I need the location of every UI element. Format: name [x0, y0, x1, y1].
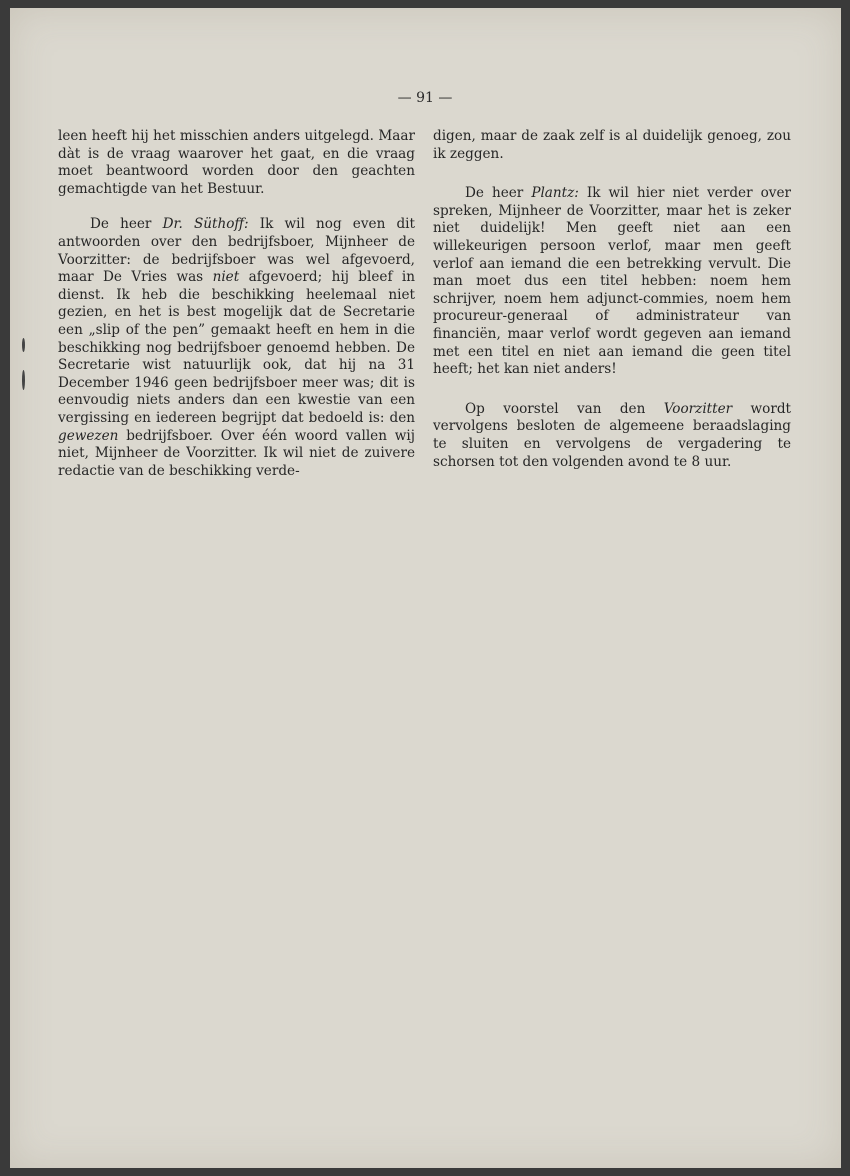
right-paragraph-1: digen, maar de zaak zelf is al duidelijk genoeg, zou ik zeggen. [433, 128, 791, 162]
speech-text: afgevoerd; hij bleef in dienst. Ik heb die beschikking heelemaal niet gezien, en het is best mogelijk dat de Secretarie een „slip of the pen” gemaakt heeft en hem in die beschikking nog bedrijfsboer genoemd hebben. De Secretarie wist natuurlijk ook, dat hij na 31 December 1946 geen bedrijfsboer meer was; dit is eenvoudig niets anders dan een kwestie van een vergissing en iedereen begrijpt dat bedoeld is: den [58, 269, 415, 426]
left-paragraph-2 [58, 216, 415, 480]
speaker-intro: Op voorstel van den [465, 400, 664, 417]
left-paragraph-1: leen heeft hij het misschien anders uitgelegd. Maar dàt is de vraag waarover het gaat, en die vraag moet beantwoord worden door den geachten gemachtigde van het Bestuur. [58, 128, 415, 197]
left-column [58, 128, 415, 480]
emphasis-text: niet [212, 269, 240, 286]
binding-hole-mark [22, 338, 25, 352]
right-paragraph-3 [433, 401, 791, 471]
speaker-name: Dr. Süthoff: [162, 216, 249, 233]
speaker-name: Voorzitter [663, 400, 733, 417]
right-column [433, 128, 791, 471]
page-number: — 91 — [397, 90, 453, 106]
right-paragraph-2 [433, 185, 791, 379]
binding-hole-mark [22, 370, 25, 390]
emphasis-text: gewezen [58, 427, 119, 444]
speech-text: bedrijfsboer. Over één woord vallen wij niet, Mijnheer de Voorzitter. Ik wil niet de zuivere redactie van de beschikking verde- [58, 427, 415, 479]
speech-text: Ik wil nog even dit antwoorden over den bedrijfsboer, Mijnheer de Voorzitter: de bedrijfsboer was wel afgevoerd, maar De Vries was [58, 216, 415, 286]
speech-text: Ik wil hier niet verder over spreken, Mijnheer de Voorzitter, maar het is zeker niet duidelijk! Men geeft niet aan een willekeurigen persoon verlof, maar men geeft verlof aan iemand die een betrekking vervult. Die man moet dus een titel hebben: noem hem schrijver, noem hem adjunct-commies, noem hem procureur-generaal of administrateur van financiën, maar verlof wordt gegeven aan iemand met een titel en niet aan iemand die geen titel heeft; het kan niet anders! [433, 185, 791, 378]
speech-text: wordt vervolgens besloten de algemeene beraadslaging te sluiten en vervolgens de vergadering te schorsen tot den volgenden avond te 8 uur. [433, 400, 791, 470]
speaker-intro: De heer [90, 216, 163, 233]
speaker-intro: De heer [465, 185, 532, 202]
speaker-name: Plantz: [531, 185, 579, 202]
